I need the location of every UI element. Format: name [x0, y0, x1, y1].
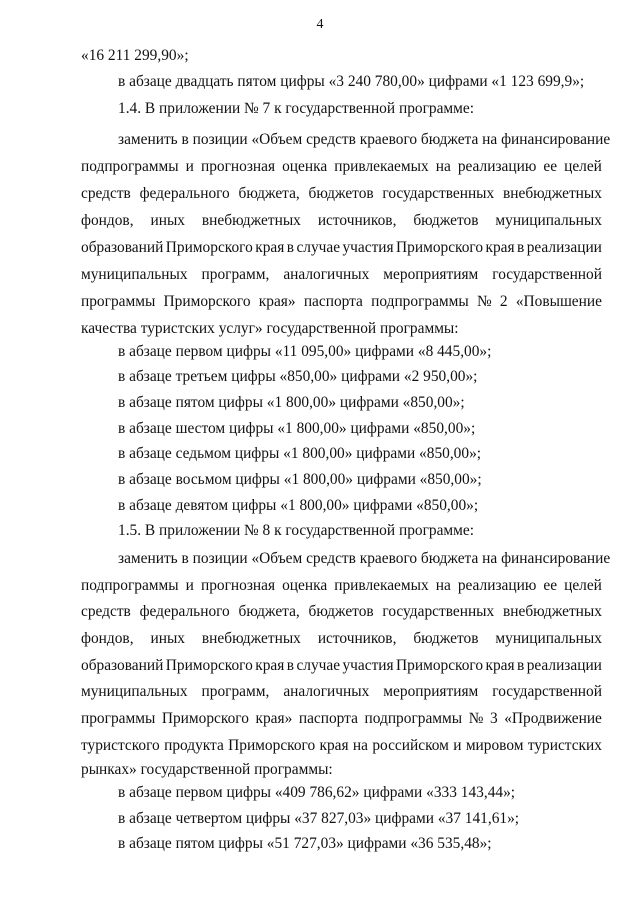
text-line-content: в абзаце пятом цифры «51 727,03» цифрами «36 535,48»; [118, 835, 492, 852]
text-line [0, 317, 640, 341]
text-line [0, 209, 640, 233]
text-line [0, 627, 640, 651]
text-line-content: фондов, иных внебюджетных источников, бюджетов муниципальных [81, 630, 602, 647]
text-line [0, 236, 640, 260]
text-line [0, 680, 640, 704]
text-line-content: муниципальных программ, аналогичных мероприятиям государственной [81, 266, 602, 283]
text-line [0, 365, 640, 389]
text-line-content: образований Приморского края в случае участия Приморского края в реализации [81, 657, 602, 674]
text-line [0, 832, 640, 856]
text-line-content: программы Приморского края» паспорта подпрограммы № 3 «Продвижение [81, 710, 602, 727]
text-line-content: заменить в позиции «Объем средств краевого бюджета на финансирование [118, 550, 611, 567]
text-line-content: в абзаце шестом цифры «1 800,00» цифрами «850,00»; [118, 420, 476, 437]
text-line-content: в абзаце первом цифры «409 786,62» цифрами «333 143,44»; [118, 784, 516, 801]
text-line-content: в абзаце пятом цифры «1 800,00» цифрами «850,00»; [118, 394, 465, 411]
text-line [0, 707, 640, 731]
text-line-content: рынках» государственной программы: [81, 761, 333, 778]
text-line-content: заменить в позиции «Объем средств краевого бюджета на финансирование [118, 131, 611, 148]
text-line-content: в абзаце седьмом цифры «1 800,00» цифрами «850,00»; [118, 445, 482, 462]
text-line-content: туристского продукта Приморского края на российском и мировом туристских [81, 737, 602, 754]
text-line-content: подпрограммы и прогнозная оценка привлекаемых на реализацию ее целей [81, 577, 602, 594]
text-line-content: в абзаце двадцать пятом цифры «3 240 780,00» цифрами «1 123 699,9»; [118, 73, 585, 90]
text-line [0, 600, 640, 624]
text-line-content: «16 211 299,90»; [81, 47, 189, 64]
text-line-content: в абзаце девятом цифры «1 800,00» цифрами «850,00»; [118, 497, 479, 514]
text-line [0, 44, 640, 68]
text-line [0, 807, 640, 831]
text-line [0, 574, 640, 598]
text-line [0, 128, 640, 152]
text-line [0, 290, 640, 314]
text-line-content: фондов, иных внебюджетных источников, бюджетов муниципальных [81, 212, 602, 229]
text-line [0, 340, 640, 364]
text-line-content: муниципальных программ, аналогичных мероприятиям государственной [81, 683, 602, 700]
text-line-content: в абзаце первом цифры «11 095,00» цифрами «8 445,00»; [118, 343, 492, 360]
text-line [0, 182, 640, 206]
text-line [0, 781, 640, 805]
text-line [0, 519, 640, 543]
text-line [0, 494, 640, 518]
page-number: 4 [316, 17, 324, 32]
text-line-content: качества туристских услуг» государственной программы: [81, 320, 459, 337]
text-line-content: в абзаце третьем цифры «850,00» цифрами «2 950,00»; [118, 368, 478, 385]
text-line-content: в абзаце восьмом цифры «1 800,00» цифрами «850,00»; [118, 471, 482, 488]
text-line [0, 547, 640, 571]
text-line-content: средств федерального бюджета, бюджетов государственных внебюджетных [81, 603, 602, 620]
text-line [0, 758, 640, 782]
text-line [0, 468, 640, 492]
text-line-content: 1.5. В приложении № 8 к государственной программе: [118, 522, 475, 539]
text-line [0, 97, 640, 121]
text-line [0, 417, 640, 441]
text-line [0, 654, 640, 678]
text-line [0, 442, 640, 466]
text-line [0, 391, 640, 415]
text-line [0, 263, 640, 287]
text-line-content: программы Приморского края» паспорта подпрограммы № 2 «Повышение [81, 293, 602, 310]
text-line-content: образований Приморского края в случае участия Приморского края в реализации [81, 239, 602, 256]
text-line [0, 155, 640, 179]
text-line-content: подпрограммы и прогнозная оценка привлекаемых на реализацию ее целей [81, 158, 602, 175]
text-line [0, 70, 640, 94]
text-line-content: средств федерального бюджета, бюджетов государственных внебюджетных [81, 185, 602, 202]
text-line [0, 734, 640, 758]
text-line-content: в абзаце четвертом цифры «37 827,03» цифрами «37 141,61»; [118, 810, 520, 827]
text-line-content: 1.4. В приложении № 7 к государственной программе: [118, 100, 475, 117]
